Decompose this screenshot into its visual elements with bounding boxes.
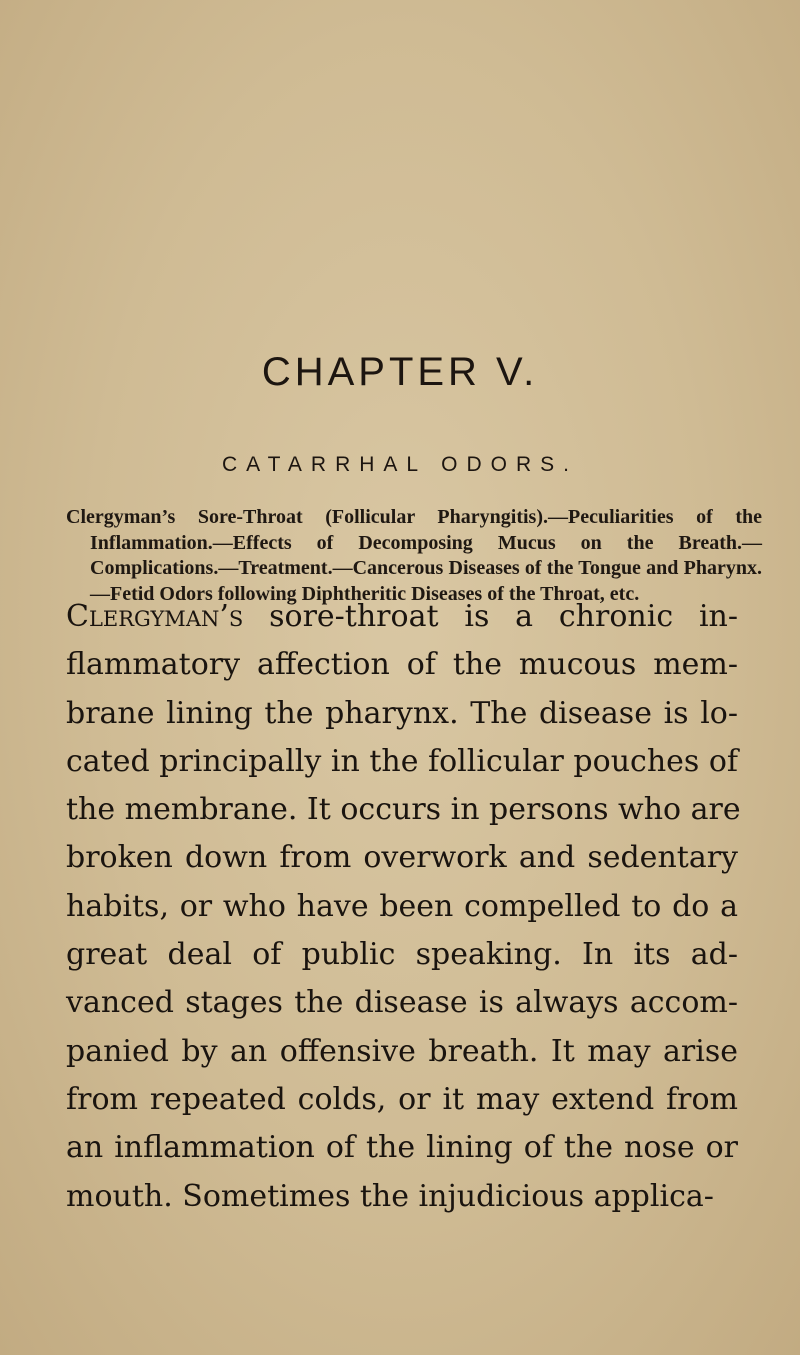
lead-word: Clergyman’s: [66, 599, 244, 634]
body-line: from repeated colds, or it may extend from: [66, 1081, 738, 1117]
body-line: broken down from overwork and sedentary: [66, 840, 738, 876]
body-line: cated principally in the follicular pouches of: [66, 743, 738, 779]
body-line-text: sore-throat is a chronic in-: [243, 599, 738, 634]
body-line: the membrane. It occurs in persons who are: [66, 792, 741, 828]
body-line: vanced stages the disease is always accom-: [66, 985, 738, 1021]
chapter-title: CHAPTER V.: [261, 350, 539, 394]
chapter-subtitle: CATARRHAL ODORS.: [222, 453, 578, 476]
body-paragraph: [66, 593, 741, 1221]
body-line: brane lining the pharynx. The disease is lo-: [66, 695, 738, 731]
chapter-summary: Clergyman’s Sore-Throat (Follicular Pharyngitis).—Peculiarities of the Inflammation.—Effects of Decomposing Mucus on the Breath.—Complications.—Treatment.—Cancerous Diseases of the Tongue and Pharynx.—Fetid Odors following Diphtheritic Diseases of the Throat, etc.: [66, 506, 762, 605]
body-line: great deal of public speaking. In its ad-: [66, 937, 738, 973]
body-line: mouth. Sometimes the injudicious applica-: [66, 1178, 714, 1214]
body-line: flammatory affection of the mucous mem-: [66, 647, 738, 683]
body-line: habits, or who have been compelled to do a: [66, 888, 738, 924]
body-line: [66, 593, 738, 641]
body-line: an inflammation of the lining of the nose or: [66, 1130, 738, 1166]
body-line: panied by an offensive breath. It may arise: [66, 1033, 738, 1069]
